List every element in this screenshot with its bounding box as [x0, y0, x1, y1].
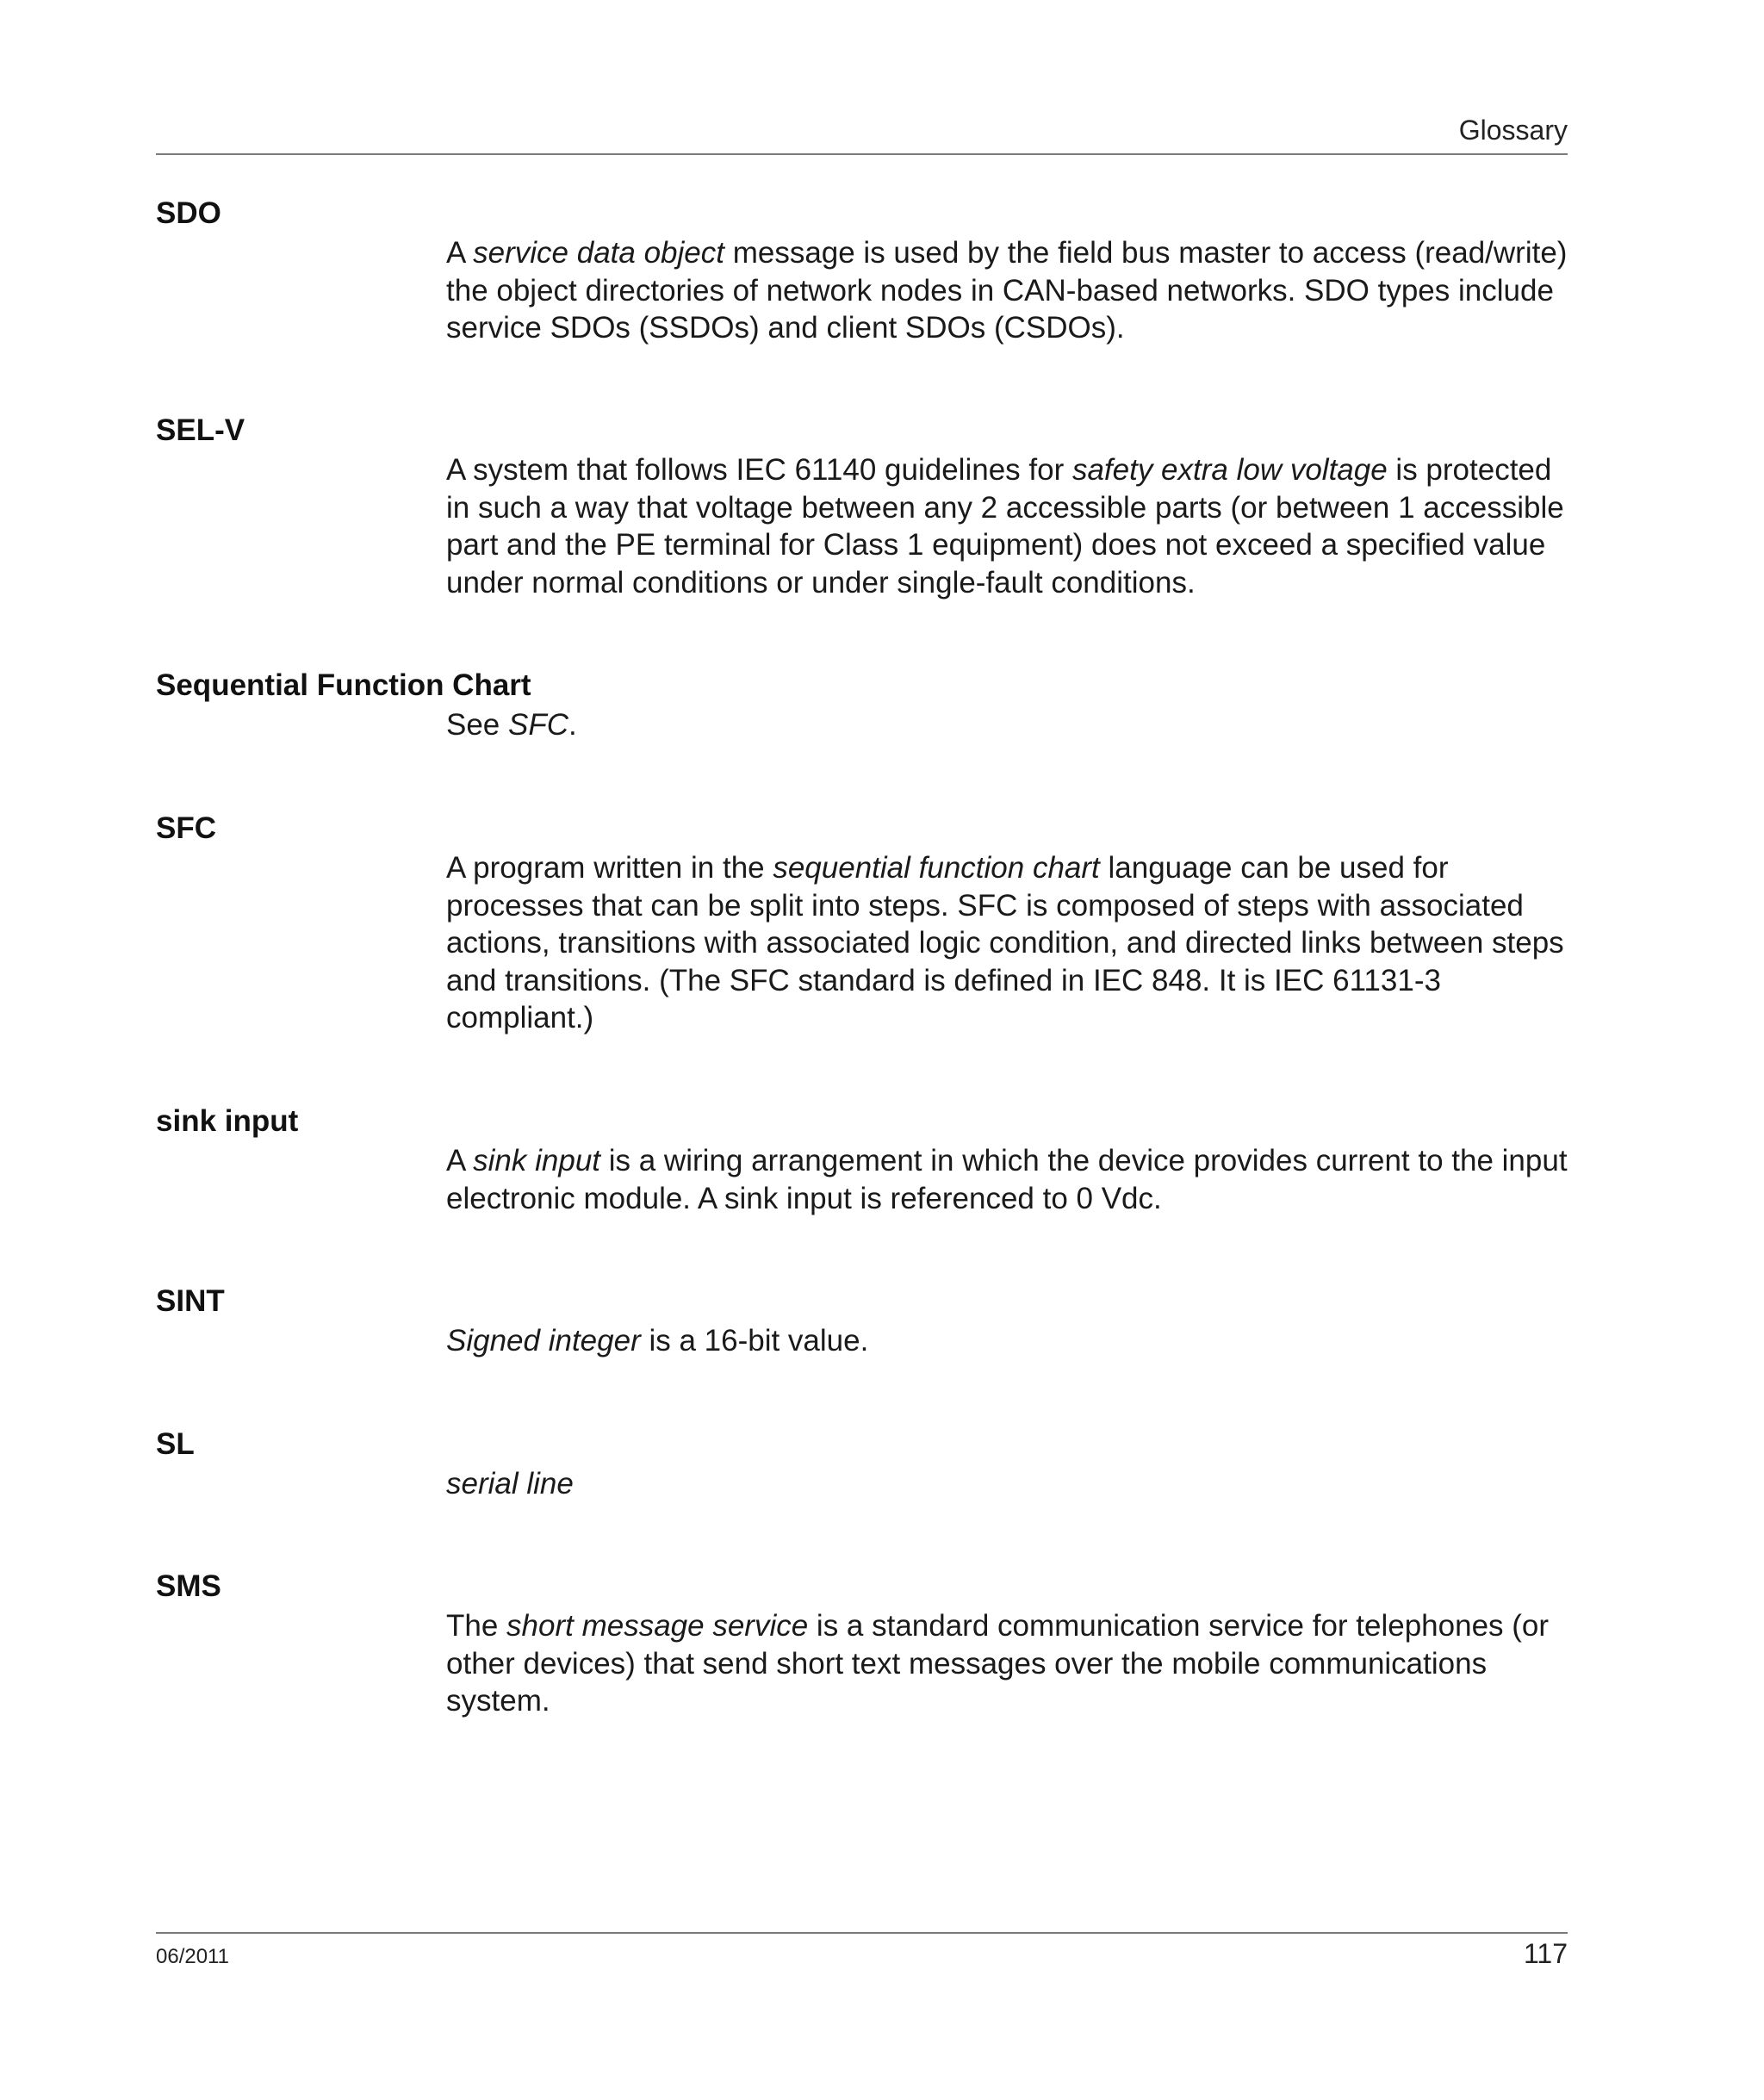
definition-text: A system that follows IEC 61140 guidelines for: [446, 453, 1072, 487]
definition-text: is a 16-bit value.: [640, 1324, 869, 1358]
definition-text: and transitions. (The SFC standard is defined in IEC 848. It is IEC 61131-3: [446, 963, 1441, 997]
definition-line: [446, 1645, 1571, 1683]
definition-text: electronic module. A sink input is referenced to 0 Vdc.: [446, 1181, 1162, 1215]
definition-line: [446, 451, 1571, 489]
running-header-title: Glossary: [1458, 115, 1568, 146]
definition-line: [446, 849, 1571, 887]
definition-line: [446, 564, 1571, 602]
definition-text: is a standard communication service for telephones (or: [808, 1609, 1550, 1643]
emphasized-text: sink input: [473, 1144, 601, 1177]
glossary-definition: [446, 1142, 1571, 1217]
definition-text: part and the PE terminal for Class 1 equipment) does not exceed a specified value: [446, 528, 1546, 562]
header-divider: [156, 153, 1568, 155]
emphasized-text: short message service: [506, 1609, 809, 1643]
definition-text: under normal conditions or under single-fault conditions.: [446, 565, 1196, 600]
glossary-term: SL: [156, 1427, 195, 1461]
emphasized-text: SFC: [508, 708, 568, 742]
definition-text: processes that can be split into steps. SFC is composed of steps with associated: [446, 888, 1524, 923]
definition-text: actions, transitions with associated logic condition, and directed links between steps: [446, 926, 1564, 960]
definition-line: [446, 1607, 1571, 1645]
definition-line: [446, 999, 1571, 1037]
definition-line: [446, 272, 1571, 310]
definition-line: [446, 1682, 1571, 1720]
definition-line: [446, 526, 1571, 564]
definition-line: [446, 1180, 1571, 1218]
glossary-definition: [446, 451, 1571, 601]
definition-line: [446, 1322, 1571, 1360]
definition-line: [446, 924, 1571, 962]
emphasized-text: serial line: [446, 1467, 574, 1500]
definition-text: service SDOs (SSDOs) and client SDOs (CSDOs).: [446, 311, 1125, 345]
emphasized-text: safety extra low voltage: [1071, 453, 1388, 487]
definition-text: language can be used for: [1099, 851, 1449, 885]
definition-text: compliant.): [446, 1001, 594, 1034]
definition-line: [446, 1142, 1571, 1180]
glossary-term: SDO: [156, 196, 221, 230]
glossary-definition: [446, 1465, 1571, 1503]
definition-line: [446, 309, 1571, 347]
definition-text: The: [446, 1609, 507, 1643]
glossary-term: SMS: [156, 1569, 221, 1603]
definition-text: the object directories of network nodes in CAN-based networks. SDO types include: [446, 273, 1554, 308]
definition-line: [446, 962, 1571, 1000]
emphasized-text: service data object: [473, 236, 724, 270]
glossary-term: SEL-V: [156, 413, 245, 447]
footer-divider: [156, 1932, 1568, 1934]
emphasized-text: sequential function chart: [773, 851, 1100, 885]
definition-line: [446, 887, 1571, 925]
definition-line: [446, 706, 1571, 744]
glossary-definition: [446, 1322, 1571, 1360]
definition-text: is a wiring arrangement in which the device provides current to the input: [600, 1144, 1568, 1177]
emphasized-text: Signed integer: [446, 1324, 641, 1358]
definition-text: A: [446, 236, 474, 270]
glossary-term: SFC: [156, 811, 216, 845]
glossary-definition: [446, 849, 1571, 1037]
glossary-term: sink input: [156, 1104, 299, 1138]
footer-date: 06/2011: [156, 1945, 229, 1968]
definition-text: system.: [446, 1684, 550, 1718]
definition-text: A program written in the: [446, 851, 773, 885]
glossary-definition: [446, 234, 1571, 347]
glossary-definition: [446, 1607, 1571, 1720]
glossary-definition: [446, 706, 1571, 744]
definition-text: in such a way that voltage between any 2 accessible parts (or between 1 accessible: [446, 490, 1564, 525]
definition-text: message is used by the field bus master to access (read/write): [724, 236, 1568, 270]
glossary-term: Sequential Function Chart: [156, 668, 531, 702]
definition-text: other devices) that send short text messages over the mobile communications: [446, 1646, 1488, 1681]
definition-text: A: [446, 1144, 474, 1177]
definition-text: is protected: [1387, 453, 1552, 487]
definition-line: [446, 489, 1571, 527]
definition-line: [446, 1465, 1571, 1503]
definition-text: See: [446, 708, 508, 742]
glossary-term: SINT: [156, 1284, 225, 1318]
page-number: 117: [1523, 1938, 1568, 1969]
definition-text: .: [568, 708, 577, 742]
definition-line: [446, 234, 1571, 272]
